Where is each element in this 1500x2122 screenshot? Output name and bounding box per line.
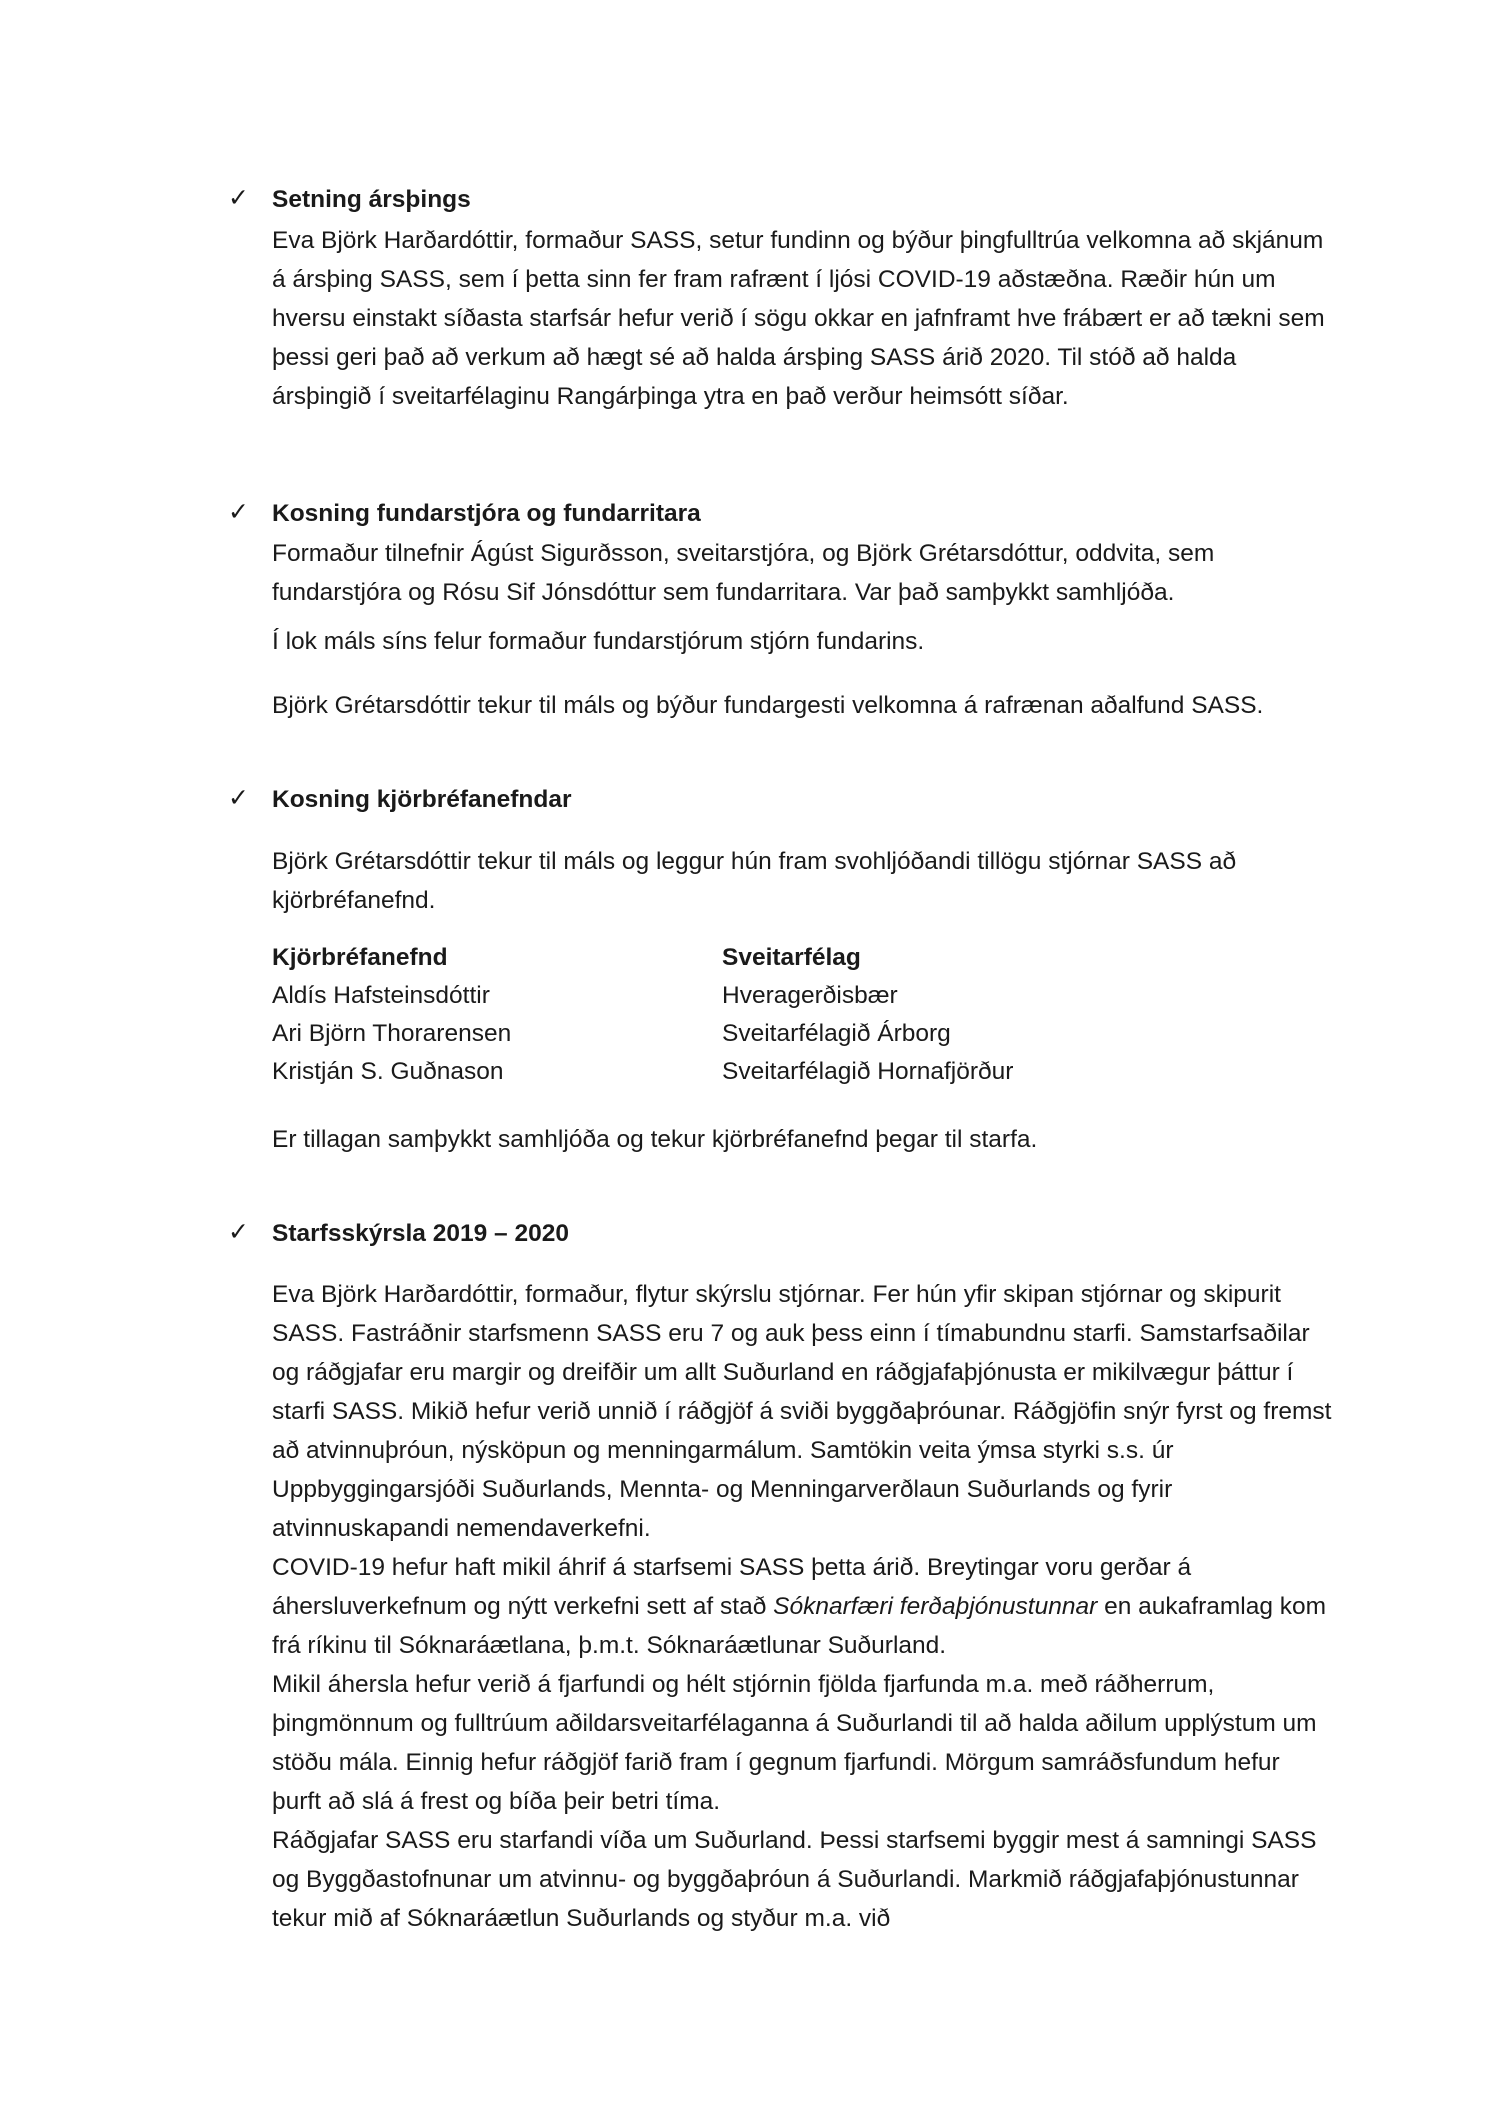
section-paragraph (272, 686, 1332, 725)
section-paragraph (272, 1275, 1332, 1938)
paragraph-text: Eva Björk Harðardóttir, formaður SASS, setur fundinn og býður þingfulltrúa velkomna að skjánum á ársþing SASS, sem í þetta sinn fer fram rafrænt í ljósi COVID-19 aðstæðna. Ræðir hún um hversu einstakt síðasta starfsár hefur verið í sögu okkar en jafnframt hve frábært er að tækni sem þessi geri það að verkum að hægt sé að halda ársþing SASS árið 2020. Til stóð að halda ársþingið í sveitarfélaginu Rangárþinga ytra en það verður heimsótt síðar. (272, 227, 1325, 410)
paragraph-text: Björk Grétarsdóttir tekur til máls og býður fundargesti velkomna á rafrænan aðalfund SASS. (272, 692, 1264, 719)
checkmark-icon: ✓ (228, 183, 249, 212)
table-cell: Sveitarfélagið Árborg (722, 1020, 951, 1047)
section-heading: Kosning fundarstjóra og fundarritara (272, 500, 701, 527)
table-column-municipality (722, 939, 1013, 1091)
table-cell: Ari Björn Thorarensen (272, 1020, 512, 1047)
section-heading: Kosning kjörbréfanefndar (272, 786, 572, 813)
table-cell: Sveitarfélagið Hornafjörður (722, 1058, 1014, 1085)
section-heading: Starfsskýrsla 2019 – 2020 (272, 1220, 569, 1247)
checkmark-icon: ✓ (228, 497, 249, 526)
paragraph-text: Í lok máls síns felur formaður fundarstjórum stjórn fundarins. (272, 628, 925, 655)
paragraph-text: Er tillagan samþykkt samhljóða og tekur kjörbréfanefnd þegar til starfa. (272, 1126, 1038, 1153)
paragraph-text: Formaður tilnefnir Ágúst Sigurðsson, sveitarstjóra, og Björk Grétarsdóttur, oddvita, sem fundarstjóra og Rósu Sif Jónsdóttur sem fundarritara. Var það samþykkt samhljóða. (272, 540, 1215, 606)
section-paragraph (272, 534, 1332, 612)
text-run: COVID-19 hefur haft mikil áhrif á starfsemi SASS þetta árið. Breytingar voru gerðar á áhersluverkefnum og nýtt verkefni sett af stað (272, 1554, 1192, 1620)
paragraph-text (272, 1548, 1332, 1665)
italic-text: Sóknarfæri ferðaþjónustunnar (773, 1593, 1098, 1620)
section-paragraph (272, 1120, 1332, 1159)
section-paragraph (272, 221, 1332, 416)
table-cell: Aldís Hafsteinsdóttir (272, 982, 490, 1009)
text-run: en aukaframlag kom frá ríkinu til Sóknaráætlana, þ.m.t. Sóknaráætlunar Suðurland. (272, 1593, 1327, 1659)
checkmark-icon: ✓ (228, 783, 249, 812)
section-paragraph (272, 842, 1332, 920)
paragraph-text: Björk Grétarsdóttir tekur til máls og leggur hún fram svohljóðandi tillögu stjórnar SASS að kjörbréfanefnd. (272, 848, 1237, 914)
table-column-members (272, 939, 511, 1091)
table-header: Kjörbréfanefnd (272, 944, 448, 971)
table-cell: Hveragerðisbær (722, 982, 898, 1009)
paragraph-text: Eva Björk Harðardóttir, formaður, flytur skýrslu stjórnar. Fer hún yfir skipan stjórnar og skipurit SASS. Fastráðnir starfsmenn SASS eru 7 og auk þess einn í tímabundnu starfi. Samstarfsaðilar og ráðgjafar eru margir og dreifðir um allt Suðurland en ráðgjafaþjónusta er mikilvægur þáttur í starfi SASS. Mikið hefur verið unnið í ráðgjöf á sviði byggðaþróunar. Ráðgjöfin snýr fyrst og fremst að atvinnuþróun, nýsköpun og menningarmálum. Samtökin veita ýmsa styrki s.s. úr Uppbyggingarsjóði Suðurlands, Mennta- og Menningarverðlaun Suðurlands og fyrir atvinnuskapandi nemendaverkefni. (272, 1281, 1332, 1542)
section-heading: Setning ársþings (272, 186, 471, 213)
paragraph-text: Mikil áhersla hefur verið á fjarfundi og hélt stjórnin fjölda fjarfunda m.a. með ráðherrum, þingmönnum og fulltrúum aðildarsveitarfélaganna á Suðurlandi til að halda aðilum upplýstum um stöðu mála. Einnig hefur ráðgjöf farið fram í gegnum fjarfundi. Mörgum samráðsfundum hefur þurft að slá á frest og bíða þeir betri tíma. (272, 1671, 1317, 1815)
checkmark-icon: ✓ (228, 1217, 249, 1246)
section-paragraph (272, 622, 1332, 661)
table-header: Sveitarfélag (722, 944, 861, 971)
table-cell: Kristján S. Guðnason (272, 1058, 504, 1085)
paragraph-text: Ráðgjafar SASS eru starfandi víða um Suðurland. Þessi starfsemi byggir mest á samningi SASS og Byggðastofnunar um atvinnu- og byggðaþróun á Suðurlandi. Markmið ráðgjafaþjónustunnar tekur mið af Sóknaráætlun Suðurlands og styður m.a. við (272, 1827, 1317, 1932)
